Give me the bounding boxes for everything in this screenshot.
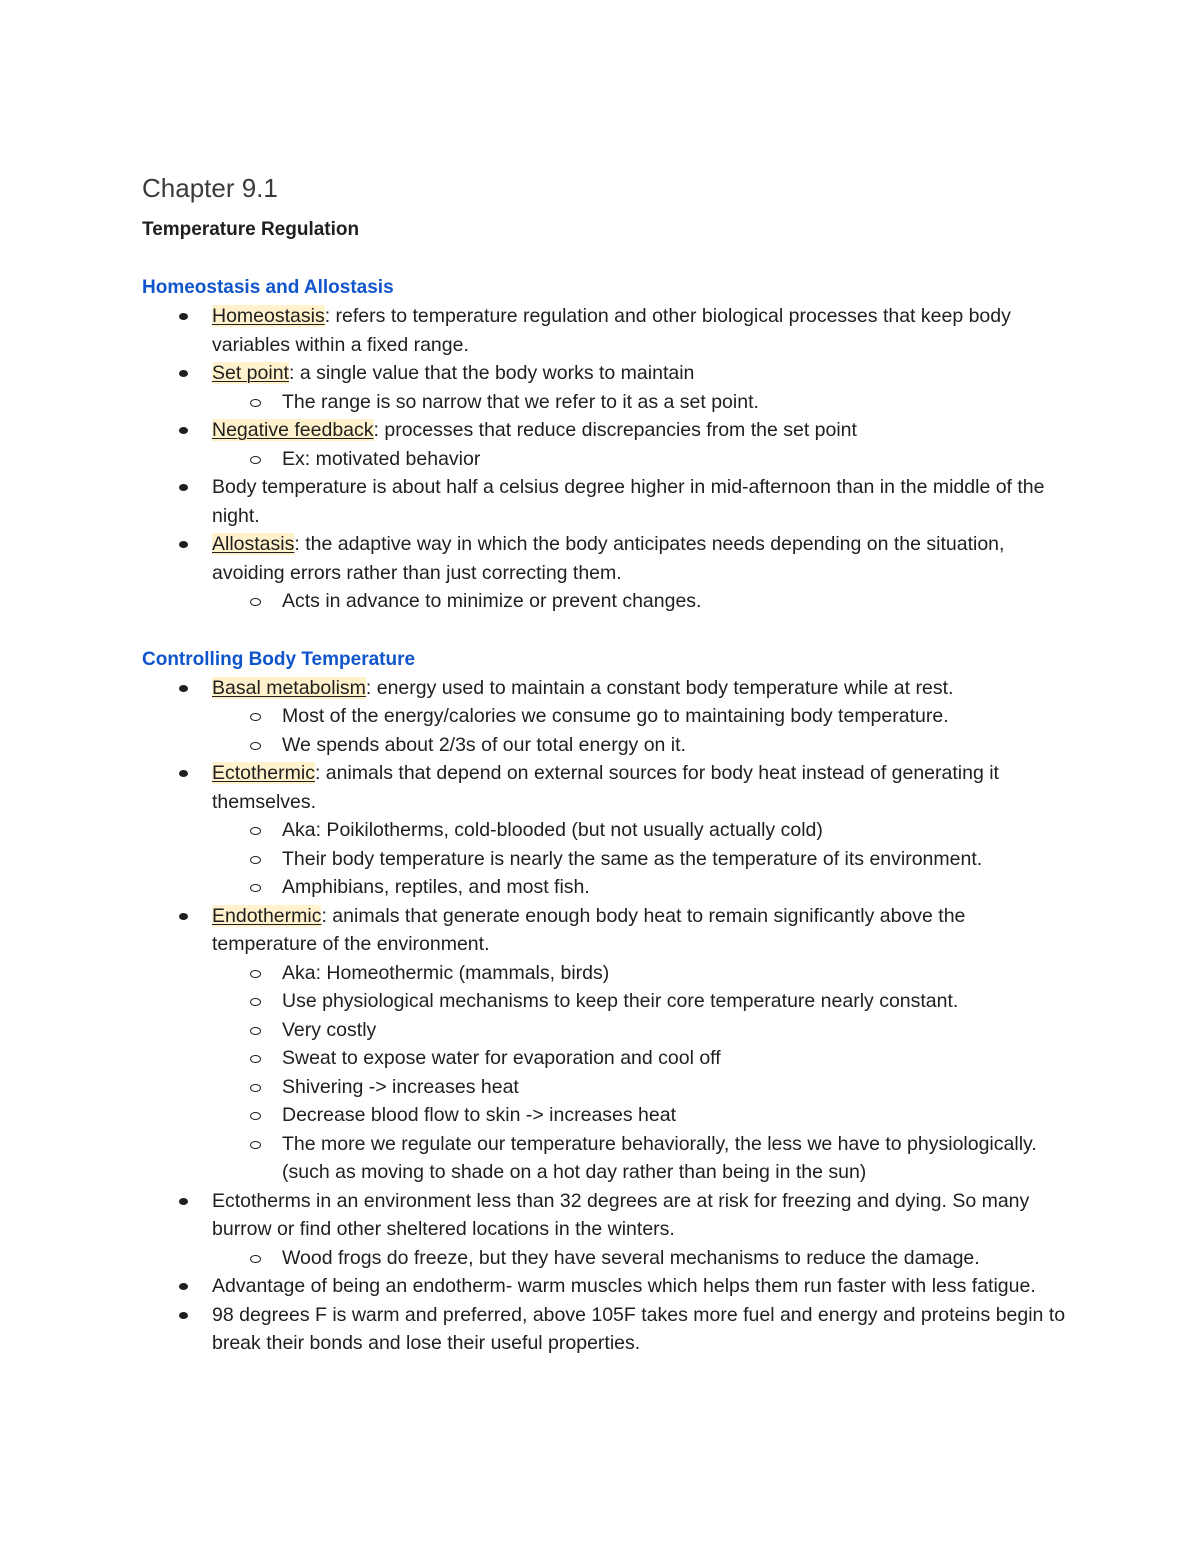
list-item [142, 1272, 1072, 1301]
hollow-bullet-icon [250, 873, 264, 902]
list-item-text: : processes that reduce discrepancies from the set point [373, 419, 857, 441]
hollow-bullet-icon [250, 987, 264, 1016]
filled-bullet-icon [178, 1272, 192, 1301]
sub-list-item-text: Decrease blood flow to skin -> increases heat [282, 1104, 676, 1126]
term-highlight: Ectothermic [212, 762, 315, 784]
sub-list-item [142, 816, 1072, 845]
sub-list-item-text: Ex: motivated behavior [282, 447, 481, 470]
sub-list-item [142, 959, 1072, 988]
sub-list-item-text: Aka: Poikilotherms, cold-blooded (but not usually actually cold) [282, 819, 823, 841]
filled-bullet-icon [178, 1187, 192, 1216]
list-item [142, 302, 1072, 359]
sub-list-item [142, 873, 1072, 902]
list-item [142, 1187, 1072, 1244]
sub-list-item [142, 1101, 1072, 1130]
hollow-bullet-icon [250, 1130, 264, 1159]
list-item-text: : animals that depend on external sources for body heat instead of generating it themselves. [212, 762, 999, 813]
filled-bullet-icon [178, 416, 192, 445]
sub-list-item [142, 1244, 1072, 1273]
sections-container [142, 273, 1072, 1358]
term-highlight: Endothermic [212, 904, 322, 927]
term-highlight: Homeostasis [212, 305, 325, 327]
list-item [142, 1301, 1072, 1358]
section-heading: Homeostasis and Allostasis [142, 277, 394, 298]
hollow-bullet-icon [250, 388, 264, 417]
sub-list-item [142, 587, 1072, 616]
term-highlight: Allostasis [212, 533, 295, 555]
sub-list-item-text: Aka: Homeothermic (mammals, birds) [282, 961, 610, 984]
sub-list-item [142, 1044, 1072, 1073]
list-item [142, 473, 1072, 530]
list-item-text: : energy used to maintain a constant body temperature while at rest. [365, 676, 954, 699]
hollow-bullet-icon [250, 587, 264, 616]
list-item-text: 98 degrees F is warm and preferred, above 105F takes more fuel and energy and proteins begin to break their bonds and lose their useful properties. [212, 1303, 1066, 1354]
filled-bullet-icon [178, 674, 192, 703]
sub-list-item-text: The range is so narrow that we refer to it as a set point. [282, 390, 759, 413]
hollow-bullet-icon [250, 445, 264, 474]
hollow-bullet-icon [250, 1016, 264, 1045]
hollow-bullet-icon [250, 845, 264, 874]
hollow-bullet-icon [250, 731, 264, 760]
list-item-text: Advantage of being an endotherm- warm muscles which helps them run faster with less fatigue. [212, 1275, 1036, 1297]
sub-list-item-text: We spends about 2/3s of our total energy on it. [282, 733, 686, 756]
list-item [142, 530, 1072, 587]
sub-list-item-text: Shivering -> increases heat [282, 1075, 519, 1098]
list-item [142, 902, 1072, 959]
sub-list-item [142, 1016, 1072, 1045]
sub-list-item-text: Very costly [282, 1018, 377, 1041]
sub-list-item [142, 1130, 1072, 1187]
sub-list-item [142, 702, 1072, 731]
list-item [142, 759, 1072, 816]
list-item-text: : refers to temperature regulation and other biological processes that keep body variables within a fixed range. [212, 305, 1011, 356]
sub-list-item [142, 731, 1072, 760]
hollow-bullet-icon [250, 1044, 264, 1073]
sub-list-item-text: Most of the energy/calories we consume go to maintaining body temperature. [282, 705, 949, 727]
section-spacer [142, 616, 1072, 645]
sub-list-item-text: Amphibians, reptiles, and most fish. [282, 876, 590, 898]
sub-list-item [142, 445, 1072, 474]
filled-bullet-icon [178, 1301, 192, 1330]
sub-list-item [142, 845, 1072, 874]
sub-list-item [142, 1073, 1072, 1102]
filled-bullet-icon [178, 302, 192, 331]
list-item-text: : the adaptive way in which the body anticipates needs depending on the situation, avoiding errors rather than just correcting them. [212, 533, 1005, 584]
filled-bullet-icon [178, 359, 192, 388]
filled-bullet-icon [178, 530, 192, 559]
sub-list-item [142, 388, 1072, 417]
chapter-title: Chapter 9.1 [142, 173, 278, 203]
list-item [142, 416, 1072, 445]
sub-list-item-text: Use physiological mechanisms to keep their core temperature nearly constant. [282, 990, 959, 1012]
list-item [142, 359, 1072, 388]
list-item [142, 674, 1072, 703]
list-item-text: : a single value that the body works to maintain [288, 362, 695, 384]
filled-bullet-icon [178, 473, 192, 502]
sub-list-item [142, 987, 1072, 1016]
hollow-bullet-icon [250, 702, 264, 731]
section-heading: Controlling Body Temperature [142, 648, 416, 670]
term-highlight: Basal metabolism [212, 676, 366, 699]
list-item-text: : animals that generate enough body heat to remain significantly above the temperature of the environment. [212, 904, 966, 955]
sub-list-item-text: Sweat to expose water for evaporation and cool off [282, 1047, 721, 1069]
term-highlight: Negative feedback [212, 419, 374, 441]
list-item-text: Body temperature is about half a celsius degree higher in mid-afternoon than in the middle of the night. [212, 476, 1045, 527]
filled-bullet-icon [178, 759, 192, 788]
bullet-list [142, 302, 1072, 616]
sub-list-item-text: Wood frogs do freeze, but they have several mechanisms to reduce the damage. [282, 1246, 980, 1269]
term-highlight: Set point [212, 362, 289, 384]
sub-list-item-text: Acts in advance to minimize or prevent changes. [282, 590, 702, 612]
hollow-bullet-icon [250, 959, 264, 988]
list-item-text: Ectotherms in an environment less than 32 degrees are at risk for freezing and dying. So many burrow or find other sheltered locations in the winters. [212, 1189, 1030, 1240]
hollow-bullet-icon [250, 816, 264, 845]
bullet-list [142, 674, 1072, 1358]
sub-list-item-text: The more we regulate our temperature behaviorally, the less we have to physiologically. (such as moving to shade on a hot day rather than being in the sun) [282, 1132, 1037, 1183]
sub-list-item-text: Their body temperature is nearly the same as the temperature of its environment. [282, 847, 983, 870]
page-subtitle: Temperature Regulation [142, 219, 360, 240]
filled-bullet-icon [178, 902, 192, 931]
document-body [142, 171, 1072, 1358]
hollow-bullet-icon [250, 1073, 264, 1102]
hollow-bullet-icon [250, 1244, 264, 1273]
hollow-bullet-icon [250, 1101, 264, 1130]
